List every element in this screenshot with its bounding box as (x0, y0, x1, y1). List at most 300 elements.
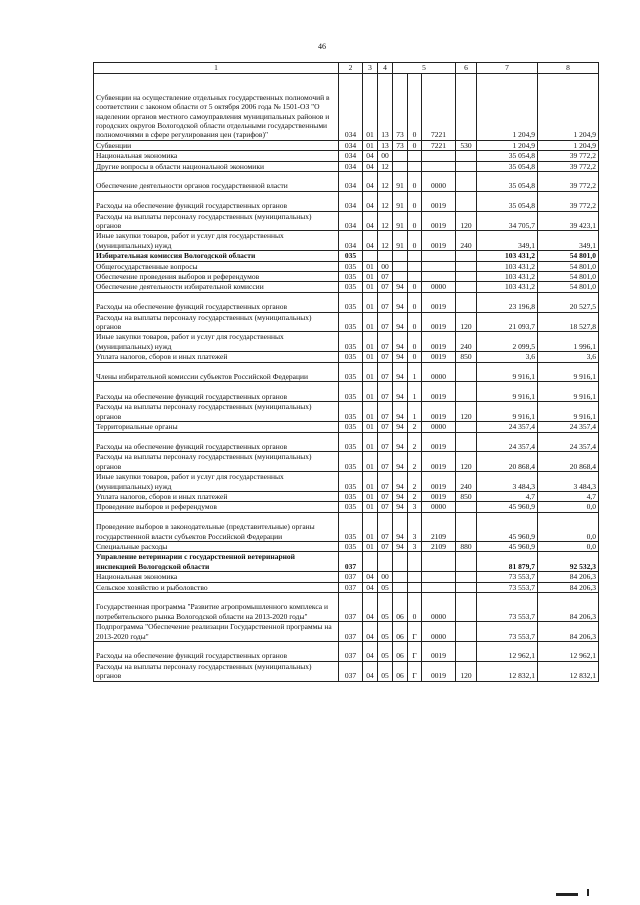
table-row (94, 541, 599, 551)
row-name-cell: Расходы на выплаты персоналу государственных (муниципальных) органов (94, 452, 339, 472)
table-row (94, 661, 599, 681)
target-article-program-cell (393, 151, 408, 161)
target-article-sub-cell: 0 (408, 292, 422, 312)
row-name-cell: Иные закупки товаров, работ и услуг для государственных (муниципальных) нужд (94, 231, 339, 251)
table-row (94, 402, 599, 422)
target-article-sub-cell: 1 (408, 362, 422, 382)
target-article-program-cell (393, 251, 408, 261)
subsection-cell: 07 (378, 422, 393, 432)
section-cell: 04 (363, 622, 378, 642)
amount-year2-cell: 84 206,3 (538, 622, 599, 642)
section-cell: 01 (363, 472, 378, 492)
admin-code-cell: 035 (339, 452, 363, 472)
subsection-cell: 07 (378, 312, 393, 332)
admin-code-cell: 035 (339, 312, 363, 332)
target-article-program-cell (393, 261, 408, 271)
target-article-direction-cell (422, 161, 456, 171)
admin-code-cell: 034 (339, 161, 363, 171)
subsection-cell: 12 (378, 161, 393, 171)
row-name-cell: Иные закупки товаров, работ и услуг для государственных (муниципальных) нужд (94, 332, 339, 352)
target-article-direction-cell: 0019 (422, 472, 456, 492)
subsection-cell (378, 251, 393, 261)
admin-code-cell: 037 (339, 592, 363, 621)
target-article-program-cell: 06 (393, 592, 408, 621)
table-row (94, 282, 599, 292)
amount-year2-cell: 1 204,9 (538, 140, 599, 150)
row-name-cell: Расходы на выплаты персоналу государственных (муниципальных) органов (94, 312, 339, 332)
target-article-sub-cell: Г (408, 622, 422, 642)
target-article-program-cell: 06 (393, 641, 408, 661)
amount-year2-cell: 39 772,2 (538, 191, 599, 211)
section-cell (363, 251, 378, 261)
admin-code-cell: 037 (339, 552, 363, 572)
admin-code-cell: 035 (339, 422, 363, 432)
amount-year1-cell: 34 705,7 (477, 211, 538, 231)
header-cell: 4 (378, 63, 393, 74)
subsection-cell (378, 552, 393, 572)
amount-year1-cell: 349,1 (477, 231, 538, 251)
expense-type-cell: 240 (456, 332, 477, 352)
target-article-direction-cell: 0019 (422, 312, 456, 332)
table-row (94, 422, 599, 432)
table-row (94, 251, 599, 261)
target-article-direction-cell: 0000 (422, 622, 456, 642)
section-cell: 01 (363, 272, 378, 282)
section-cell: 01 (363, 402, 378, 422)
row-name-cell: Расходы на обеспечение функций государственных органов (94, 292, 339, 312)
row-name-cell: Иные закупки товаров, работ и услуг для государственных (муниципальных) нужд (94, 472, 339, 492)
target-article-sub-cell (408, 582, 422, 592)
admin-code-cell: 035 (339, 251, 363, 261)
subsection-cell: 00 (378, 151, 393, 161)
amount-year1-cell: 2 099,5 (477, 332, 538, 352)
scan-tick (587, 889, 589, 896)
section-cell: 01 (363, 432, 378, 452)
expense-type-cell (456, 282, 477, 292)
subsection-cell: 05 (378, 641, 393, 661)
target-article-sub-cell: 3 (408, 512, 422, 541)
expense-type-cell (456, 292, 477, 312)
target-article-program-cell: 94 (393, 362, 408, 382)
target-article-sub-cell (408, 572, 422, 582)
amount-year2-cell: 9 916,1 (538, 402, 599, 422)
target-article-sub-cell: 3 (408, 502, 422, 512)
target-article-direction-cell: 0019 (422, 332, 456, 352)
target-article-sub-cell: 0 (408, 312, 422, 332)
target-article-sub-cell: 2 (408, 452, 422, 472)
subsection-cell: 07 (378, 292, 393, 312)
table-row (94, 272, 599, 282)
target-article-program-cell: 94 (393, 541, 408, 551)
section-cell: 01 (363, 541, 378, 551)
admin-code-cell: 034 (339, 211, 363, 231)
expense-type-cell (456, 432, 477, 452)
target-article-sub-cell: Г (408, 661, 422, 681)
expense-type-cell (456, 251, 477, 261)
amount-year1-cell: 45 960,9 (477, 512, 538, 541)
amount-year1-cell: 24 357,4 (477, 432, 538, 452)
amount-year2-cell: 0,0 (538, 502, 599, 512)
amount-year1-cell: 21 093,7 (477, 312, 538, 332)
target-article-sub-cell: 0 (408, 172, 422, 192)
target-article-program-cell: 94 (393, 472, 408, 492)
target-article-program-cell: 94 (393, 332, 408, 352)
target-article-direction-cell: 7221 (422, 140, 456, 150)
target-article-direction-cell: 0019 (422, 491, 456, 501)
table-row (94, 382, 599, 402)
amount-year2-cell: 1 996,1 (538, 332, 599, 352)
target-article-direction-cell: 0000 (422, 422, 456, 432)
table-row (94, 191, 599, 211)
target-article-sub-cell: 1 (408, 402, 422, 422)
admin-code-cell: 035 (339, 502, 363, 512)
target-article-sub-cell (408, 272, 422, 282)
amount-year2-cell: 39 423,1 (538, 211, 599, 231)
row-name-cell: Субвенции на осуществление отдельных государственных полномочий в соответствии с законом области от 5 октября 2006 года № 1501-ОЗ "О наделении органов местного самоуправления муниципальных районов и городских округов Вологодской области отдельными государственными полномочиями в сфере регулирования цен (тарифов)" (94, 74, 339, 141)
target-article-direction-cell: 0019 (422, 231, 456, 251)
table-row (94, 172, 599, 192)
amount-year2-cell: 54 801,0 (538, 272, 599, 282)
target-article-direction-cell: 0019 (422, 432, 456, 452)
target-article-sub-cell: 0 (408, 74, 422, 141)
target-article-program-cell: 94 (393, 422, 408, 432)
admin-code-cell: 035 (339, 282, 363, 292)
subsection-cell: 07 (378, 352, 393, 362)
subsection-cell: 05 (378, 582, 393, 592)
section-cell: 01 (363, 491, 378, 501)
amount-year1-cell: 45 960,9 (477, 541, 538, 551)
row-name-cell: Расходы на обеспечение функций государственных органов (94, 382, 339, 402)
target-article-direction-cell (422, 552, 456, 572)
amount-year2-cell: 24 357,4 (538, 432, 599, 452)
expense-type-cell (456, 512, 477, 541)
header-cell: 8 (538, 63, 599, 74)
section-cell: 04 (363, 211, 378, 231)
target-article-sub-cell: 2 (408, 422, 422, 432)
amount-year2-cell: 92 532,3 (538, 552, 599, 572)
amount-year2-cell: 84 206,3 (538, 592, 599, 621)
subsection-cell: 07 (378, 362, 393, 382)
admin-code-cell: 037 (339, 622, 363, 642)
table-row (94, 312, 599, 332)
amount-year1-cell: 103 431,2 (477, 261, 538, 271)
expense-type-cell (456, 172, 477, 192)
admin-code-cell: 035 (339, 362, 363, 382)
target-article-sub-cell: 0 (408, 231, 422, 251)
expense-type-cell (456, 161, 477, 171)
subsection-cell: 00 (378, 261, 393, 271)
admin-code-cell: 034 (339, 172, 363, 192)
row-name-cell: Расходы на обеспечение функций государственных органов (94, 641, 339, 661)
admin-code-cell: 035 (339, 432, 363, 452)
header-cell: 1 (94, 63, 339, 74)
table-row (94, 261, 599, 271)
section-cell: 01 (363, 382, 378, 402)
subsection-cell: 07 (378, 491, 393, 501)
section-cell: 01 (363, 74, 378, 141)
amount-year1-cell: 73 553,7 (477, 622, 538, 642)
header-cell: 5 (393, 63, 456, 74)
target-article-program-cell: 94 (393, 402, 408, 422)
admin-code-cell: 035 (339, 541, 363, 551)
target-article-program-cell: 91 (393, 191, 408, 211)
amount-year2-cell: 54 801,0 (538, 282, 599, 292)
target-article-direction-cell (422, 151, 456, 161)
budget-table (93, 62, 599, 682)
table-row (94, 211, 599, 231)
expense-type-cell: 120 (456, 661, 477, 681)
table-row (94, 161, 599, 171)
expense-type-cell (456, 572, 477, 582)
table-row (94, 552, 599, 572)
subsection-cell: 05 (378, 622, 393, 642)
amount-year2-cell: 12 832,1 (538, 661, 599, 681)
table-row (94, 432, 599, 452)
target-article-program-cell: 94 (393, 452, 408, 472)
target-article-sub-cell: 0 (408, 282, 422, 292)
row-name-cell: Территориальные органы (94, 422, 339, 432)
target-article-direction-cell: 0000 (422, 502, 456, 512)
section-cell: 04 (363, 191, 378, 211)
target-article-direction-cell (422, 261, 456, 271)
amount-year2-cell: 39 772,2 (538, 161, 599, 171)
target-article-sub-cell (408, 552, 422, 572)
admin-code-cell: 037 (339, 582, 363, 592)
amount-year1-cell: 35 054,8 (477, 151, 538, 161)
expense-type-cell: 850 (456, 352, 477, 362)
table-row (94, 292, 599, 312)
target-article-sub-cell: 1 (408, 382, 422, 402)
target-article-direction-cell: 0019 (422, 352, 456, 362)
target-article-program-cell: 91 (393, 211, 408, 231)
expense-type-cell (456, 592, 477, 621)
row-name-cell: Сельское хозяйство и рыболовство (94, 582, 339, 592)
admin-code-cell: 035 (339, 292, 363, 312)
section-cell: 01 (363, 261, 378, 271)
section-cell: 01 (363, 422, 378, 432)
table-row (94, 362, 599, 382)
section-cell: 04 (363, 661, 378, 681)
amount-year2-cell: 39 772,2 (538, 151, 599, 161)
target-article-program-cell: 73 (393, 140, 408, 150)
subsection-cell: 07 (378, 512, 393, 541)
amount-year1-cell: 103 431,2 (477, 251, 538, 261)
target-article-direction-cell: 0019 (422, 191, 456, 211)
target-article-direction-cell: 0019 (422, 452, 456, 472)
expense-type-cell: 240 (456, 472, 477, 492)
row-name-cell: Проведение выборов и референдумов (94, 502, 339, 512)
amount-year1-cell: 73 553,7 (477, 572, 538, 582)
row-name-cell: Проведение выборов в законодательные (представительные) органы государственной власти субъектов Российской Федерации (94, 512, 339, 541)
row-name-cell: Уплата налогов, сборов и иных платежей (94, 491, 339, 501)
admin-code-cell: 037 (339, 572, 363, 582)
target-article-direction-cell (422, 572, 456, 582)
target-article-sub-cell: 0 (408, 140, 422, 150)
amount-year2-cell: 4,7 (538, 491, 599, 501)
amount-year2-cell: 12 962,1 (538, 641, 599, 661)
amount-year1-cell: 35 054,8 (477, 172, 538, 192)
amount-year2-cell: 54 801,0 (538, 251, 599, 261)
table-row (94, 452, 599, 472)
subsection-cell: 00 (378, 572, 393, 582)
section-cell: 04 (363, 582, 378, 592)
row-name-cell: Расходы на обеспечение функций государственных органов (94, 432, 339, 452)
target-article-program-cell (393, 161, 408, 171)
row-name-cell: Национальная экономика (94, 151, 339, 161)
section-cell: 01 (363, 502, 378, 512)
target-article-sub-cell: 0 (408, 332, 422, 352)
section-cell: 01 (363, 362, 378, 382)
table-row (94, 231, 599, 251)
target-article-direction-cell: 2109 (422, 512, 456, 541)
amount-year2-cell: 24 357,4 (538, 422, 599, 432)
admin-code-cell: 037 (339, 641, 363, 661)
section-cell: 01 (363, 292, 378, 312)
amount-year2-cell: 1 204,9 (538, 74, 599, 141)
subsection-cell: 07 (378, 472, 393, 492)
table-row (94, 74, 599, 141)
subsection-cell: 13 (378, 140, 393, 150)
admin-code-cell: 035 (339, 472, 363, 492)
subsection-cell: 07 (378, 282, 393, 292)
header-row (94, 63, 599, 74)
section-cell: 01 (363, 332, 378, 352)
target-article-direction-cell: 0019 (422, 402, 456, 422)
expense-type-cell (456, 272, 477, 282)
expense-type-cell: 120 (456, 452, 477, 472)
expense-type-cell (456, 151, 477, 161)
target-article-program-cell: 94 (393, 491, 408, 501)
target-article-direction-cell: 2109 (422, 541, 456, 551)
header-cell: 2 (339, 63, 363, 74)
amount-year2-cell: 9 916,1 (538, 382, 599, 402)
subsection-cell: 12 (378, 231, 393, 251)
target-article-sub-cell: 2 (408, 472, 422, 492)
subsection-cell: 13 (378, 74, 393, 141)
subsection-cell: 07 (378, 272, 393, 282)
target-article-program-cell: 94 (393, 352, 408, 362)
amount-year1-cell: 20 868,4 (477, 452, 538, 472)
target-article-direction-cell: 7221 (422, 74, 456, 141)
target-article-sub-cell (408, 161, 422, 171)
expense-type-cell (456, 582, 477, 592)
subsection-cell: 07 (378, 402, 393, 422)
amount-year2-cell: 9 916,1 (538, 362, 599, 382)
row-name-cell: Расходы на обеспечение функций государственных органов (94, 191, 339, 211)
expense-type-cell: 240 (456, 231, 477, 251)
section-cell: 04 (363, 641, 378, 661)
target-article-program-cell: 73 (393, 74, 408, 141)
amount-year1-cell: 1 204,9 (477, 140, 538, 150)
expense-type-cell (456, 74, 477, 141)
row-name-cell: Общегосударственные вопросы (94, 261, 339, 271)
amount-year1-cell: 103 431,2 (477, 272, 538, 282)
section-cell: 04 (363, 151, 378, 161)
admin-code-cell: 034 (339, 151, 363, 161)
amount-year1-cell: 81 879,7 (477, 552, 538, 572)
target-article-program-cell (393, 552, 408, 572)
target-article-sub-cell: 0 (408, 211, 422, 231)
amount-year1-cell: 35 054,8 (477, 191, 538, 211)
amount-year1-cell: 9 916,1 (477, 382, 538, 402)
target-article-program-cell: 91 (393, 172, 408, 192)
amount-year1-cell: 12 832,1 (477, 661, 538, 681)
target-article-sub-cell: 3 (408, 541, 422, 551)
row-name-cell: Управление ветеринарии с государственной ветеринарной инспекцией Вологодской области (94, 552, 339, 572)
row-name-cell: Подпрограмма "Обеспечение реализации Государственной программы на 2013-2020 годы" (94, 622, 339, 642)
subsection-cell: 12 (378, 191, 393, 211)
target-article-sub-cell (408, 261, 422, 271)
target-article-direction-cell (422, 582, 456, 592)
target-article-program-cell (393, 272, 408, 282)
table-row (94, 140, 599, 150)
expense-type-cell: 880 (456, 541, 477, 551)
section-cell: 01 (363, 452, 378, 472)
header-cell: 3 (363, 63, 378, 74)
section-cell: 01 (363, 282, 378, 292)
table-row (94, 352, 599, 362)
expense-type-cell: 120 (456, 402, 477, 422)
subsection-cell: 12 (378, 172, 393, 192)
row-name-cell: Расходы на выплаты персоналу государственных (муниципальных) органов (94, 661, 339, 681)
expense-type-cell (456, 191, 477, 211)
expense-type-cell: 850 (456, 491, 477, 501)
expense-type-cell (456, 622, 477, 642)
section-cell: 01 (363, 312, 378, 332)
admin-code-cell: 035 (339, 491, 363, 501)
table-row (94, 622, 599, 642)
table-row (94, 641, 599, 661)
row-name-cell: Другие вопросы в области национальной экономики (94, 161, 339, 171)
target-article-sub-cell: 0 (408, 191, 422, 211)
expense-type-cell (456, 261, 477, 271)
admin-code-cell: 034 (339, 191, 363, 211)
expense-type-cell: 120 (456, 211, 477, 231)
row-name-cell: Обеспечение деятельности избирательной комиссии (94, 282, 339, 292)
row-name-cell: Расходы на выплаты персоналу государственных (муниципальных) органов (94, 402, 339, 422)
row-name-cell: Субвенции (94, 140, 339, 150)
expense-type-cell (456, 641, 477, 661)
target-article-direction-cell: 0000 (422, 282, 456, 292)
row-name-cell: Обеспечение деятельности органов государственной власти (94, 172, 339, 192)
amount-year1-cell: 103 431,2 (477, 282, 538, 292)
row-name-cell: Расходы на выплаты персоналу государственных (муниципальных) органов (94, 211, 339, 231)
target-article-direction-cell: 0019 (422, 292, 456, 312)
amount-year2-cell: 349,1 (538, 231, 599, 251)
admin-code-cell: 035 (339, 272, 363, 282)
admin-code-cell: 037 (339, 661, 363, 681)
header-cell: 6 (456, 63, 477, 74)
target-article-sub-cell: 0 (408, 352, 422, 362)
section-cell: 04 (363, 161, 378, 171)
target-article-direction-cell: 0000 (422, 592, 456, 621)
target-article-direction-cell: 0019 (422, 382, 456, 402)
row-name-cell: Уплата налогов, сборов и иных платежей (94, 352, 339, 362)
amount-year1-cell: 9 916,1 (477, 362, 538, 382)
subsection-cell: 12 (378, 211, 393, 231)
section-cell: 01 (363, 140, 378, 150)
target-article-program-cell: 94 (393, 502, 408, 512)
table-row (94, 582, 599, 592)
target-article-sub-cell: 0 (408, 592, 422, 621)
table-row (94, 502, 599, 512)
target-article-program-cell: 94 (393, 282, 408, 292)
target-article-sub-cell: 2 (408, 432, 422, 452)
target-article-program-cell: 94 (393, 292, 408, 312)
target-article-program-cell: 94 (393, 312, 408, 332)
table-row (94, 512, 599, 541)
amount-year2-cell: 3,6 (538, 352, 599, 362)
